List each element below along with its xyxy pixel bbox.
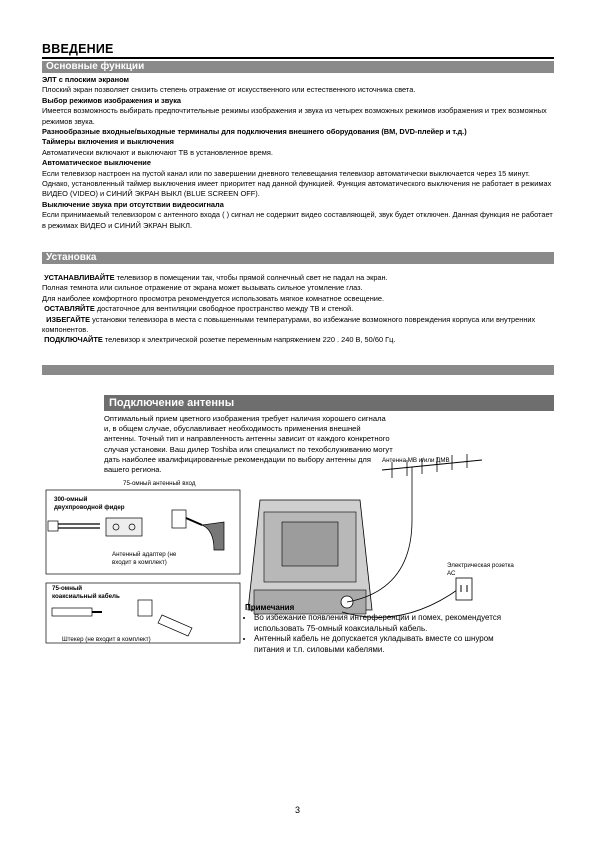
- feature-title: ЭЛТ с плоским экраном: [42, 75, 129, 84]
- label-adapter: Антенный адаптер (не входит в комплект): [112, 551, 177, 566]
- installation-text: [42, 273, 554, 346]
- antenna-paragraph: Оптимальный прием цветного изображения требует наличия хорошего сигнала и, в общем случае, обуславливает необходимость применения внешней антенны. Точный тип и направленность антенны зависит от каждого конкретного случая установки. Ваш дилер Toshiba или специалист по техобслуживанию могут дать наиболее квалифицированные рекомендации по выбору антенны для вашего региона.: [104, 414, 393, 475]
- notes-block: [245, 603, 515, 655]
- note-item: • Во избежание появления интерференции и помех, рекомендуется использовать 75-омный коаксиальный кабель.: [254, 613, 515, 634]
- install-text: телевизор в помещении так, чтобы прямой солнечный свет не падал на экран.: [114, 273, 388, 282]
- feature-body: Плоский экран позволяет снизить степень отражение от искусственного или естественного источника света.: [42, 85, 416, 95]
- install-text: установки телевизора в места с повышенными температурами, во избежание возможного повреждения корпуса или внутренних компонентов.: [42, 314, 536, 335]
- install-text: достаточное для вентиляции свободное пространство между ТВ и стеной.: [94, 304, 354, 314]
- install-text: телевизор к электрической розетке переменным напряжением 220 . 240 В, 50/60 Гц.: [102, 335, 396, 345]
- label-coax-75: 75-омный коаксиальный кабель: [52, 585, 120, 600]
- notes-heading: Примечания: [245, 603, 295, 612]
- adapter-plug-icon: [172, 510, 224, 550]
- feature-title: Автоматическое выключение: [42, 158, 151, 168]
- page-title: ВВЕДЕНИЕ: [42, 42, 114, 56]
- adapter-icon: [106, 518, 142, 536]
- page-number: 3: [294, 805, 300, 815]
- install-keyword: ОСТАВЛЯЙТЕ: [44, 304, 95, 314]
- section-divider-bar: [42, 365, 554, 375]
- feature-body: Если телевизор настроен на пустой канал или по завершении дневного телевещания телевизор автоматически выключается через 15 минут. Однако, установленный таймер выключения имеет приоритет над данной функцией. Функция автоматического выключения не работает в режимах ВИДЕО (VIDEO) и СИНИЙ ЭКРАН ВЫКЛ (BLUE SCREEN OFF).: [42, 168, 552, 199]
- feature-title: Выключение звука при отсутствии видеосигнала: [42, 199, 224, 209]
- install-keyword: ИЗБЕГАЙТЕ: [46, 314, 91, 324]
- features-list: [42, 75, 554, 231]
- title-rule: [42, 57, 554, 59]
- coax-cable-icon: [52, 600, 192, 636]
- feature-body: Если принимаемый телевизором с антенного входа ( ) сигнал не содержит видео составляющей, звук будет отключен. Данная функция не работает в режимах ВИДЕО и СИНИЙ ЭКРАН ВЫКЛ.: [42, 210, 553, 230]
- antenna-heading: Подключение антенны: [104, 395, 554, 411]
- install-text: Для наиболее комфортного просмотра рекомендуется использовать мягкое комнатное освещение.: [42, 293, 385, 303]
- install-keyword: ПОДКЛЮЧАЙТЕ: [44, 335, 103, 345]
- label-plug: Штекер (не входит в комплект): [62, 636, 151, 643]
- label-75-input: 75-омный антенный вход: [123, 480, 196, 487]
- feature-body: Имеется возможность выбирать предпочтительные режимы изображения и звука из четырех возможных режимов изображения и трех возможных режимов звука.: [42, 106, 547, 126]
- label-300-feeder: 300-омный двухпроводной фидер: [54, 496, 125, 511]
- label-outlet: Электрическая розетка АС: [447, 562, 514, 577]
- label-antenna-mv: Антенна МВ и/или ДМВ: [382, 457, 450, 464]
- note-item: • Антенный кабель не допускается укладывать вместе со шнуром питания и т.п. силовыми кабелями.: [254, 634, 515, 655]
- features-heading: Основные функции: [42, 61, 554, 73]
- feeder-wire-icon: [48, 521, 100, 531]
- feature-body: Автоматически включают и выключают ТВ в установленное время.: [42, 147, 273, 157]
- feature-title: Выбор режимов изображения и звука: [42, 95, 181, 105]
- install-text: Полная темнота или сильное отражение от экрана может вызывать сильное утомление глаз.: [42, 283, 363, 293]
- feature-title: Таймеры включения и выключения: [42, 137, 174, 147]
- feature-title: Разнообразные входные/выходные терминалы для подключения внешнего оборудования (ВМ, DVD-плейер и т.д.): [42, 127, 467, 137]
- tv-rear-icon: [248, 500, 372, 614]
- installation-heading: Установка: [42, 252, 554, 264]
- install-keyword: УСТАНАВЛИВАЙТЕ: [44, 273, 115, 282]
